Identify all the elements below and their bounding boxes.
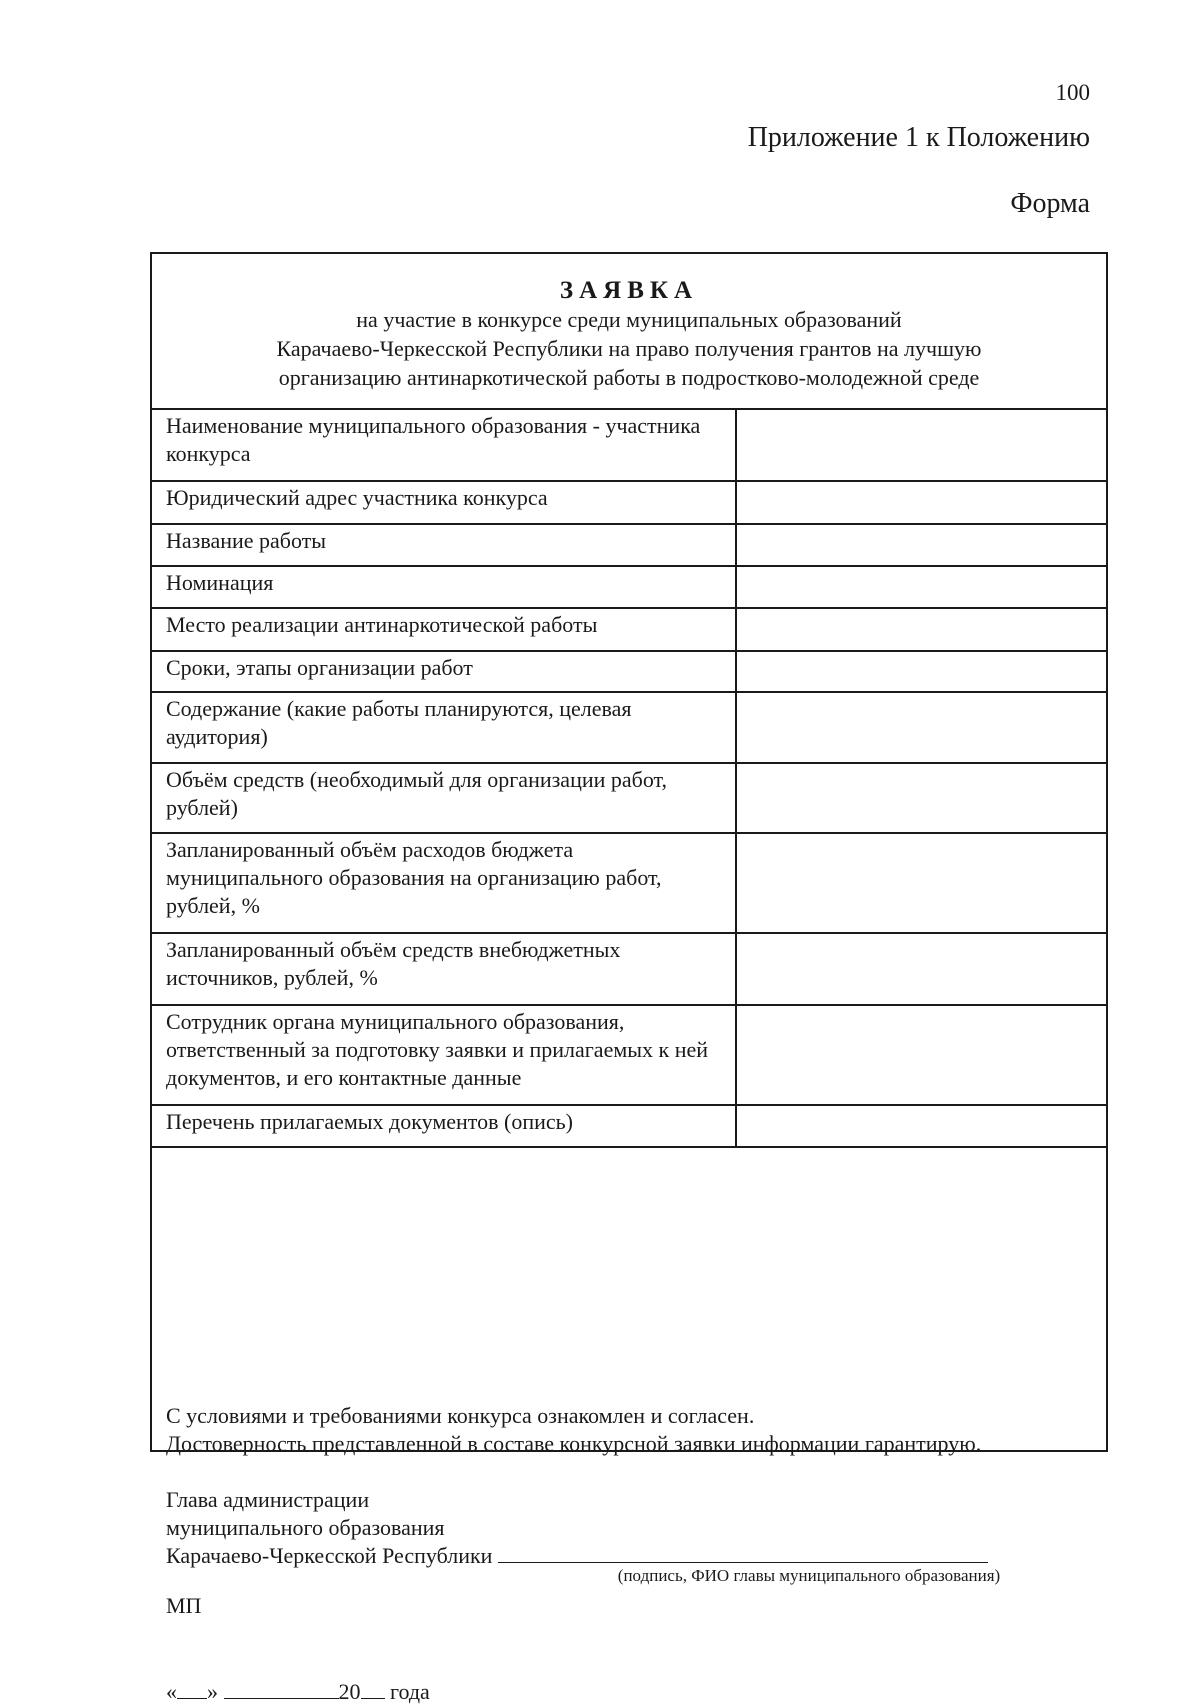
signature-caption: (подпись, ФИО главы муниципального образования)	[617, 1566, 1001, 1585]
form-label: Форма	[1010, 188, 1090, 219]
row-value-field[interactable]	[737, 410, 1106, 480]
form-subtitle-line-1: на участие в конкурсе среди муниципальных образований	[356, 307, 902, 332]
row-label: Юридический адрес участника конкурса	[152, 482, 737, 523]
row-value-field[interactable]	[737, 652, 1106, 691]
date-year-suffix: года	[390, 1679, 430, 1704]
row-label: Сотрудник органа муниципального образования, ответственный за подготовку заявки и прилагаемых к ней документов, и его контактные данные	[152, 1006, 737, 1104]
row-label: Запланированный объём средств внебюджетных источников, рублей, %	[152, 934, 737, 1004]
form-footer	[166, 1402, 1086, 1706]
date-day-field[interactable]	[177, 1678, 207, 1699]
row-value-field[interactable]	[737, 482, 1106, 523]
table-row	[152, 934, 1106, 1006]
signer-line-3: Карачаево-Черкесской Республики	[166, 1543, 493, 1568]
row-label: Место реализации антинаркотической работы	[152, 609, 737, 650]
application-form	[150, 252, 1108, 1704]
form-title: ЗАЯВКА	[559, 277, 699, 304]
table-row	[152, 525, 1106, 567]
form-subtitle-line-3: организацию антинаркотической работы в подростково-молодежной среде	[278, 365, 980, 390]
row-label: Объём средств (необходимый для организации работ, рублей)	[152, 764, 737, 832]
agreement-line: С условиями и требованиями конкурса ознакомлен и согласен.	[166, 1403, 755, 1428]
form-table	[152, 410, 1106, 1148]
table-row	[152, 567, 1106, 609]
form-header	[152, 254, 1106, 410]
row-value-field[interactable]	[737, 934, 1106, 1004]
row-label: Сроки, этапы организации работ	[152, 652, 737, 691]
form-subtitle-line-2: Карачаево-Черкесской Республики на право получения грантов на лучшую	[276, 336, 982, 361]
row-value-field[interactable]	[737, 609, 1106, 650]
row-value-field[interactable]	[737, 764, 1106, 832]
table-row	[152, 1106, 1106, 1148]
table-row	[152, 693, 1106, 764]
row-label: Перечень прилагаемых документов (опись)	[152, 1106, 737, 1146]
row-value-field[interactable]	[737, 525, 1106, 565]
table-row	[152, 652, 1106, 693]
row-label: Номинация	[152, 567, 737, 607]
row-label: Запланированный объём расходов бюджета муниципального образования на организацию работ, рублей, %	[152, 834, 737, 932]
date-close-quote: »	[207, 1679, 218, 1704]
date-year-prefix: 20	[338, 1679, 361, 1704]
table-row	[152, 764, 1106, 834]
date-year-field[interactable]	[361, 1678, 385, 1699]
row-label: Содержание (какие работы планируются, целевая аудитория)	[152, 693, 737, 762]
page-number: 100	[1055, 80, 1090, 105]
row-label: Название работы	[152, 525, 737, 565]
row-value-field[interactable]	[737, 1006, 1106, 1104]
date-month-field[interactable]	[224, 1678, 339, 1699]
row-value-field[interactable]	[737, 567, 1106, 607]
stamp-label: МП	[166, 1593, 202, 1618]
date-row	[166, 1678, 1086, 1706]
table-row	[152, 609, 1106, 652]
table-row	[152, 1006, 1106, 1106]
signer-line-2: муниципального образования	[166, 1515, 445, 1540]
signature-field[interactable]	[498, 1542, 988, 1563]
guarantee-line: Достоверность представленной в составе конкурсной заявки информации гарантирую.	[166, 1431, 982, 1456]
row-label: Наименование муниципального образования - участника конкурса	[152, 410, 737, 480]
table-row	[152, 410, 1106, 482]
row-value-field[interactable]	[737, 834, 1106, 932]
appendix-label: Приложение 1 к Положению	[747, 122, 1090, 153]
table-row	[152, 482, 1106, 525]
row-value-field[interactable]	[737, 1106, 1106, 1146]
signer-line-1: Глава администрации	[166, 1487, 370, 1512]
date-open-quote: «	[166, 1679, 177, 1704]
row-value-field[interactable]	[737, 693, 1106, 762]
table-row	[152, 834, 1106, 934]
